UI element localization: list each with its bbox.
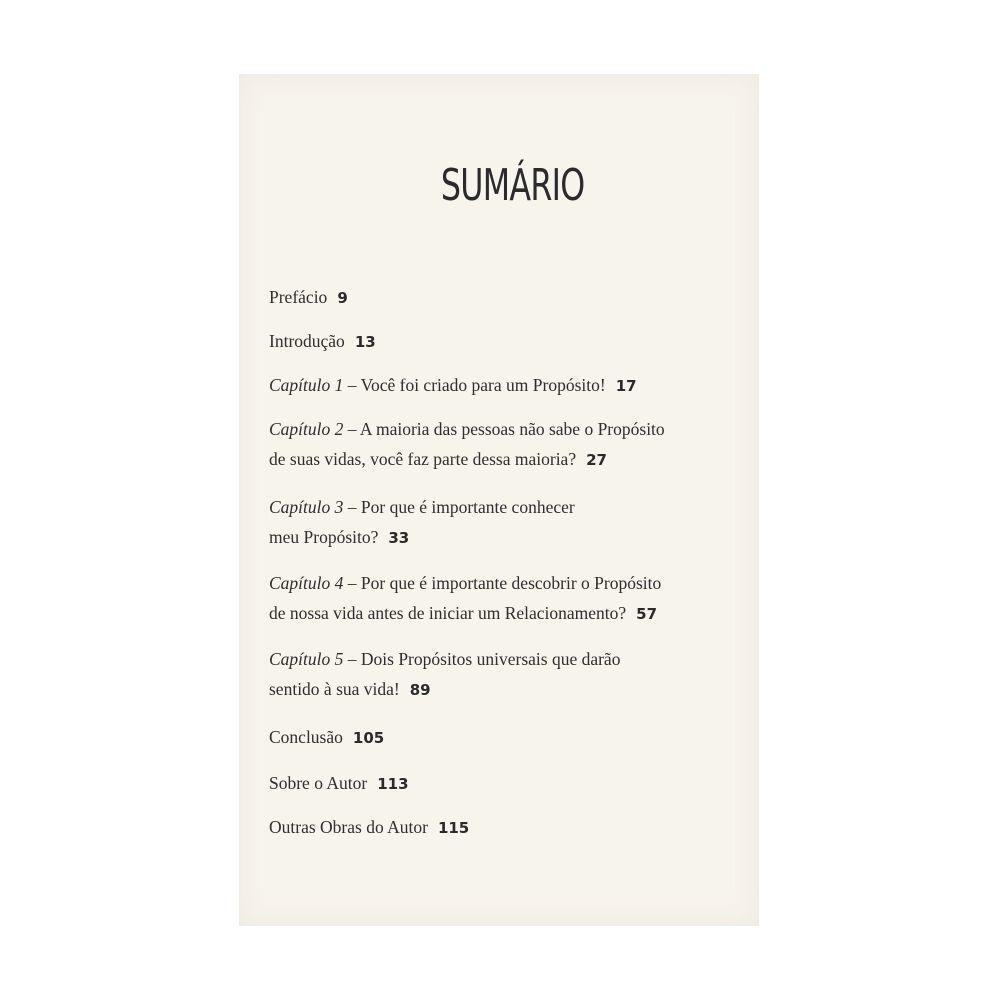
toc-entry-prefacio (269, 282, 739, 313)
toc-page-number: 105 (352, 729, 385, 747)
toc-entry-text-continued: de suas vidas, você faz parte dessa maioria? (269, 449, 577, 469)
toc-entry-text-continued: de nossa vida antes de iniciar um Relacionamento? (269, 603, 627, 623)
toc-page-number: 13 (354, 333, 376, 351)
toc-entry-conclusao (269, 722, 739, 753)
toc-page-number: 113 (377, 775, 409, 793)
toc-entry-text: – Por que é importante conhecer (343, 497, 575, 517)
toc-entry-text: – Por que é importante descobrir o Propósito (343, 573, 662, 593)
toc-page-number: 33 (388, 529, 410, 547)
toc-entry-sobre-o-autor (269, 768, 739, 799)
toc-entry-text: – Dois Propósitos universais que darão (343, 649, 621, 669)
toc-entry-capitulo-1 (269, 370, 739, 401)
toc-chapter-label: Capítulo 2 (269, 419, 344, 439)
toc-page-number: 57 (636, 605, 658, 623)
toc-chapter-label: Capítulo 3 (269, 497, 344, 517)
toc-page-number: 9 (337, 289, 348, 307)
toc-chapter-label: Capítulo 4 (269, 573, 344, 593)
toc-entry-text: – Você foi criado para um Propósito! (343, 375, 606, 395)
toc-entry-label: Outras Obras do Autor (269, 817, 428, 837)
toc-page-number: 17 (615, 377, 637, 395)
toc-chapter-label: Capítulo 1 (269, 375, 344, 395)
toc-entry-capitulo-5 (269, 644, 739, 705)
toc-entry-text: – A maioria das pessoas não sabe o Propósito (343, 419, 665, 439)
toc-entry-label: Introdução (269, 331, 345, 351)
toc-entry-introducao (269, 326, 739, 357)
book-page (239, 74, 759, 926)
toc-chapter-label: Capítulo 5 (269, 649, 344, 669)
toc-entry-label: Prefácio (269, 287, 328, 307)
toc-page-number: 27 (586, 451, 607, 469)
toc-entry-label: Sobre o Autor (269, 773, 368, 793)
toc-page-number: 115 (437, 819, 470, 837)
toc-entry-capitulo-4 (269, 568, 739, 629)
toc-entry-capitulo-3 (269, 492, 739, 553)
toc-entry-text-continued: meu Propósito? (269, 527, 379, 547)
toc-entry-label: Conclusão (269, 727, 343, 747)
toc-entry-capitulo-2 (269, 414, 739, 475)
toc-page-number: 89 (409, 681, 431, 699)
toc-entry-outras-obras (269, 812, 739, 843)
toc-entry-text-continued: sentido à sua vida! (269, 679, 400, 699)
page-title: SUMÁRIO (440, 160, 585, 211)
